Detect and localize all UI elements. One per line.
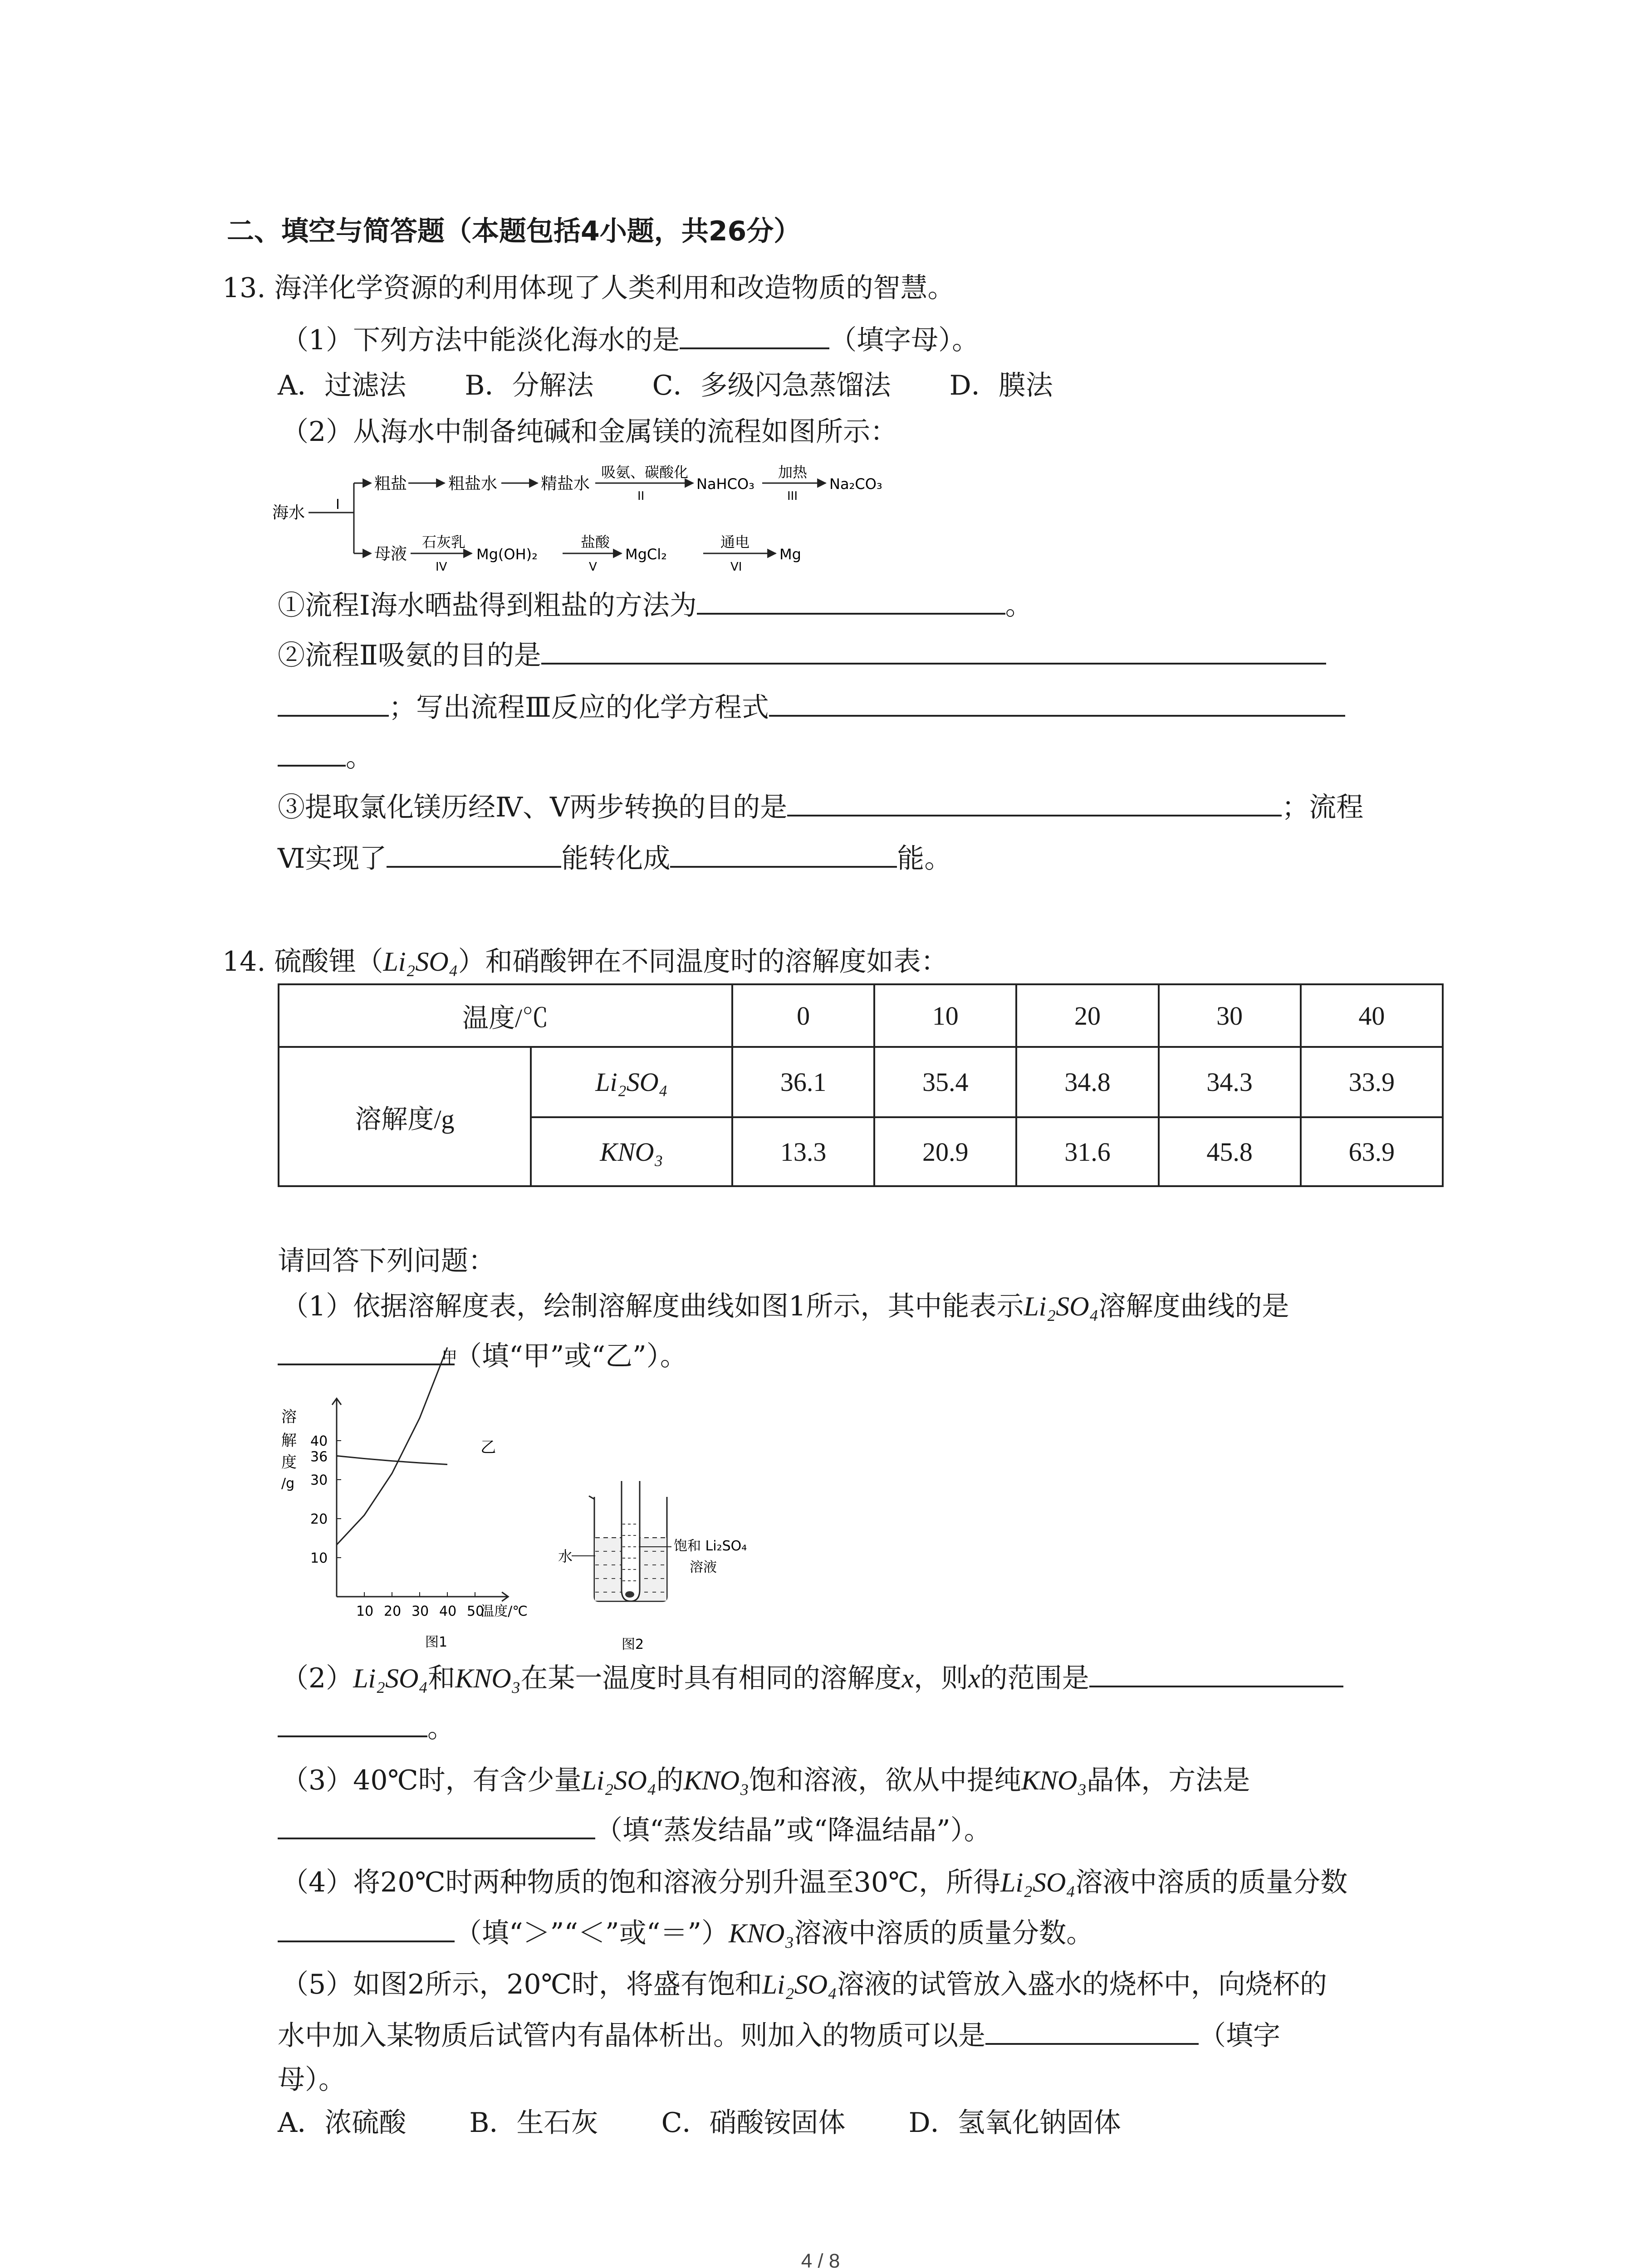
q14-part2-e: 的范围是 bbox=[980, 1662, 1089, 1694]
q14-part3-e: （填“蒸发结晶”或“降温结晶”）。 bbox=[595, 1814, 991, 1846]
flow-step4: IV bbox=[436, 560, 447, 574]
q14-part4-c: （填“＞”“＜”或“＝”） bbox=[455, 1917, 729, 1949]
q13-part1-text: （1）下列方法中能淡化海水的是 bbox=[281, 324, 680, 356]
table-temp-cell: 0 bbox=[732, 984, 874, 1047]
table-header-row bbox=[279, 984, 1443, 1047]
q14-part4-blank[interactable] bbox=[278, 1915, 455, 1942]
q14-part1-line2 bbox=[278, 1338, 687, 1374]
q14-part1-b: 溶解度曲线的是 bbox=[1098, 1290, 1289, 1322]
q13-sub3-end: 能。 bbox=[897, 843, 952, 875]
q13-sub3-text3: 能转化成 bbox=[561, 843, 671, 875]
q14-part5 bbox=[281, 1966, 1327, 2003]
flow-step3-label: 加热 bbox=[778, 464, 808, 481]
test-tube bbox=[622, 1481, 640, 1601]
table-substance-name: Li₂SO₄ bbox=[595, 1067, 668, 1097]
q14-part3-blank[interactable] bbox=[278, 1812, 595, 1839]
flow-refined-salt-water: 精盐水 bbox=[541, 474, 590, 493]
fig1-caption: 图1 bbox=[425, 1634, 448, 1650]
flow-step5: V bbox=[589, 560, 597, 574]
table-row bbox=[279, 1047, 1443, 1117]
q14-part3-a: （3）40℃时，有含少量 bbox=[281, 1765, 582, 1796]
q14-part5-f1: Li₂SO₄ bbox=[762, 1970, 837, 1999]
q14-part2-blank-cont[interactable] bbox=[278, 1710, 427, 1737]
crystal bbox=[625, 1591, 634, 1598]
q14-part4-f2: KNO₃ bbox=[729, 1918, 794, 1948]
q13-sub3-tail: ；流程 bbox=[1282, 792, 1364, 823]
flow-mgoh2: Mg(OH)₂ bbox=[476, 546, 538, 563]
flow-step3: III bbox=[787, 489, 798, 503]
q14-option-b: B．生石灰 bbox=[469, 2107, 598, 2139]
q14-part2-b: 和 bbox=[428, 1662, 456, 1694]
q14-part2-x: x bbox=[901, 1663, 914, 1693]
flow-coarse-salt: 粗盐 bbox=[374, 474, 407, 493]
fig1-curve-li2so4 bbox=[337, 1456, 447, 1465]
fig1-ylabel-char: 度 bbox=[281, 1453, 297, 1471]
flow-na2co3: Na₂CO₃ bbox=[829, 475, 882, 493]
q13-sub3-line2 bbox=[278, 841, 951, 877]
q14-part3-f3: KNO₃ bbox=[1021, 1765, 1087, 1795]
flow-step1: I bbox=[336, 497, 340, 513]
table-cell: 31.6 bbox=[1016, 1117, 1158, 1186]
q13-sub1 bbox=[278, 587, 1033, 624]
q14-part2-line2 bbox=[278, 1710, 455, 1746]
q14-part4-d: 溶液中溶质的质量分数。 bbox=[794, 1917, 1094, 1949]
q14-stem bbox=[222, 943, 948, 980]
fig1-curve-kno3 bbox=[337, 1347, 447, 1545]
q14-option-c: C．硝酸铵固体 bbox=[661, 2107, 846, 2139]
flow-step6: VI bbox=[730, 560, 742, 574]
fig1-ytick-label: 20 bbox=[310, 1511, 328, 1527]
q14-part1-c: （填“甲”或“乙”）。 bbox=[455, 1340, 687, 1372]
flow-mother-liquor: 母液 bbox=[374, 545, 407, 563]
q13-option-b: B．分解法 bbox=[465, 370, 594, 401]
q14-part4-f1: Li₂SO₄ bbox=[1000, 1867, 1076, 1897]
q14-part4-line2 bbox=[278, 1915, 1093, 1951]
process-flow-diagram bbox=[272, 464, 1043, 576]
figure2-beaker-diagram bbox=[558, 1479, 785, 1656]
q14-part3-d: 晶体，方法是 bbox=[1087, 1765, 1250, 1796]
q13-sub1-tail: 。 bbox=[1005, 590, 1033, 621]
flow-mg: Mg bbox=[779, 546, 801, 563]
table-cell: 35.4 bbox=[874, 1047, 1016, 1117]
fig1-ytick-label: 40 bbox=[310, 1433, 328, 1449]
q13-sub3-blank1[interactable] bbox=[787, 789, 1282, 816]
q13-sub3-text: ③提取氯化镁历经Ⅳ、Ⅴ两步转换的目的是 bbox=[278, 792, 788, 823]
table-temp-cell: 10 bbox=[874, 984, 1016, 1047]
fig1-ytick-label: 36 bbox=[310, 1449, 328, 1465]
q14-part3-line2 bbox=[278, 1812, 991, 1848]
q14-part5-blank[interactable] bbox=[985, 2018, 1199, 2045]
q14-stem-a: 14. 硫酸锂（ bbox=[222, 946, 383, 978]
q13-option-a: A．过滤法 bbox=[278, 370, 407, 401]
q13-sub2-line3 bbox=[278, 739, 373, 776]
q14-part5-b: 溶液的试管放入盛水的烧杯中，向烧杯的 bbox=[837, 1969, 1327, 2000]
flow-seawater: 海水 bbox=[272, 503, 305, 522]
section-title: 二、填空与简答题（本题包括4小题，共26分） bbox=[227, 215, 801, 247]
q14-part1-formula: Li₂SO₄ bbox=[1024, 1291, 1099, 1321]
fig1-xtick-label: 40 bbox=[439, 1603, 457, 1619]
table-header-label: 温度/℃ bbox=[279, 984, 732, 1047]
q14-part1 bbox=[281, 1288, 1289, 1325]
fig2-label-saturated: 饱和 Li₂SO₄ bbox=[674, 1538, 747, 1554]
table-cell: 13.3 bbox=[732, 1117, 874, 1186]
q13-part2: （2）从海水中制备纯碱和金属镁的流程如图所示： bbox=[281, 416, 898, 448]
q14-part2-f1: Li₂SO₄ bbox=[353, 1663, 428, 1693]
q14-options bbox=[278, 2105, 1121, 2141]
q13-option-d: D．膜法 bbox=[949, 370, 1053, 401]
q14-formula: Li₂SO₄ bbox=[383, 947, 458, 977]
fig1-xlabel: 温度/℃ bbox=[480, 1603, 528, 1619]
q13-sub2-blank1[interactable] bbox=[541, 637, 1326, 665]
table-row-label: 溶解度/g bbox=[279, 1047, 531, 1186]
table-cell: 20.9 bbox=[874, 1117, 1016, 1186]
q14-part2-x2: x bbox=[968, 1663, 980, 1693]
q14-part3-c: 饱和溶液，欲从中提纯 bbox=[749, 1765, 1021, 1796]
flow-step2-label: 吸氨、碳酸化 bbox=[601, 464, 689, 481]
fig1-ytick-label: 30 bbox=[310, 1472, 328, 1488]
q14-prompt: 请回答下列问题： bbox=[278, 1245, 495, 1277]
q14-part5-a: （5）如图2所示，20℃时，将盛有饱和 bbox=[281, 1969, 762, 2000]
q13-stem: 13. 海洋化学资源的利用体现了人类利用和改造物质的智慧。 bbox=[222, 272, 955, 304]
q14-part5-d: （填字 bbox=[1199, 2020, 1280, 2052]
q13-part1 bbox=[281, 322, 979, 358]
flow-step6-label: 通电 bbox=[720, 533, 750, 551]
q14-option-a: A．浓硫酸 bbox=[278, 2107, 407, 2139]
table-temp-cell: 20 bbox=[1016, 984, 1158, 1047]
q14-option-d: D．氢氧化钠固体 bbox=[908, 2107, 1121, 2139]
q14-part4-b: 溶液中溶质的质量分数 bbox=[1075, 1867, 1348, 1898]
fig2-label-solution: 溶液 bbox=[690, 1559, 717, 1575]
q14-part5-line2 bbox=[278, 2018, 1280, 2054]
flow-mgcl2: MgCl₂ bbox=[625, 546, 667, 563]
fig1-ylabel-char: 解 bbox=[281, 1432, 297, 1450]
table-cell: 34.3 bbox=[1159, 1047, 1301, 1117]
q13-sub2-blank2[interactable] bbox=[769, 689, 1345, 717]
q14-part3 bbox=[281, 1762, 1250, 1799]
q14-part1-blank[interactable] bbox=[278, 1338, 455, 1365]
table-substance-name: KNO₃ bbox=[600, 1137, 663, 1167]
q14-part3-b: 的 bbox=[656, 1765, 684, 1796]
table-temp-cell: 40 bbox=[1301, 984, 1443, 1047]
fig1-xtick-label: 20 bbox=[384, 1603, 402, 1619]
q13-sub2-end: 。 bbox=[346, 742, 373, 773]
table-cell: 34.8 bbox=[1016, 1047, 1158, 1117]
q13-part1-tail: （填字母）。 bbox=[829, 324, 980, 356]
flow-step4-label: 石灰乳 bbox=[422, 533, 466, 551]
q14-part3-f2: KNO₃ bbox=[683, 1765, 749, 1795]
q14-part4 bbox=[281, 1864, 1347, 1901]
q14-part2-d: ，则 bbox=[914, 1662, 969, 1694]
fig1-ylabel-char: /g bbox=[281, 1476, 295, 1491]
page-number: 4 / 8 bbox=[801, 2250, 840, 2268]
q14-part2-f2: KNO₃ bbox=[455, 1663, 521, 1693]
solubility-table bbox=[278, 983, 1444, 1187]
q13-sub2-text2: ；写出流程Ⅲ反应的化学方程式 bbox=[389, 692, 769, 723]
q13-sub2-line2 bbox=[278, 689, 1345, 726]
q13-sub2-blank1-cont[interactable] bbox=[278, 689, 389, 717]
q13-sub3-blank2[interactable] bbox=[387, 841, 561, 868]
fig1-xtick-label: 50 bbox=[467, 1603, 485, 1619]
q14-part3-f1: Li₂SO₄ bbox=[581, 1765, 656, 1795]
q14-part2-end: 。 bbox=[427, 1712, 455, 1744]
fig1-xtick-label: 10 bbox=[356, 1603, 374, 1619]
q14-part5-line3: 母）。 bbox=[278, 2064, 346, 2096]
q14-part1-a: （1）依据溶解度表，绘制溶解度曲线如图1所示，其中能表示 bbox=[281, 1290, 1024, 1322]
fig2-water-label: 水 bbox=[558, 1548, 573, 1565]
q13-sub3 bbox=[278, 789, 1363, 826]
q13-sub3-blank3[interactable] bbox=[670, 841, 897, 868]
q13-part1-blank[interactable] bbox=[680, 322, 829, 349]
table-cell: 36.1 bbox=[732, 1047, 874, 1117]
q13-options bbox=[278, 367, 1053, 404]
fig1-curve-label-yi: 乙 bbox=[480, 1438, 496, 1457]
q14-part4-a: （4）将20℃时两种物质的饱和溶液分别升温至30℃，所得 bbox=[281, 1867, 1001, 1898]
q13-sub2-blank2-cont[interactable] bbox=[278, 739, 346, 767]
figure1-solubility-chart bbox=[278, 1349, 595, 1653]
q14-part2-a: （2） bbox=[281, 1662, 353, 1694]
fig1-ylabel-char: 溶 bbox=[281, 1408, 297, 1426]
fig1-ytick-label: 10 bbox=[310, 1550, 328, 1566]
table-temp-cell: 30 bbox=[1159, 984, 1301, 1047]
table-cell: 63.9 bbox=[1301, 1117, 1443, 1186]
q13-option-c: C．多级闪急蒸馏法 bbox=[652, 370, 891, 401]
flow-coarse-salt-water: 粗盐水 bbox=[448, 474, 498, 493]
fig2-caption: 图2 bbox=[622, 1637, 644, 1652]
q13-sub2 bbox=[278, 637, 1326, 674]
table-cell: 45.8 bbox=[1159, 1117, 1301, 1186]
q13-sub3-text2: Ⅵ实现了 bbox=[278, 843, 387, 875]
q14-part2-c: 在某一温度时具有相同的溶解度 bbox=[520, 1662, 902, 1694]
flow-step2: II bbox=[637, 489, 645, 503]
table-cell: 33.9 bbox=[1301, 1047, 1443, 1117]
fig1-xtick-label: 30 bbox=[411, 1603, 429, 1619]
q14-part2-blank[interactable] bbox=[1089, 1660, 1343, 1687]
q13-sub1-text: ①流程Ⅰ海水晒盐得到粗盐的方法为 bbox=[278, 590, 697, 621]
q13-sub2-text: ②流程Ⅱ吸氨的目的是 bbox=[278, 640, 541, 671]
flow-nahco3: NaHCO₃ bbox=[696, 475, 754, 493]
flow-step5-label: 盐酸 bbox=[581, 533, 610, 551]
fig1-curve-label-jia: 甲 bbox=[441, 1349, 457, 1367]
q13-sub1-blank[interactable] bbox=[697, 587, 1005, 615]
q14-part2 bbox=[281, 1660, 1343, 1696]
q14-part5-c: 水中加入某物质后试管内有晶体析出。则加入的物质可以是 bbox=[278, 2020, 985, 2052]
q14-stem-b: ）和硝酸钾在不同温度时的溶解度如表： bbox=[458, 946, 948, 978]
